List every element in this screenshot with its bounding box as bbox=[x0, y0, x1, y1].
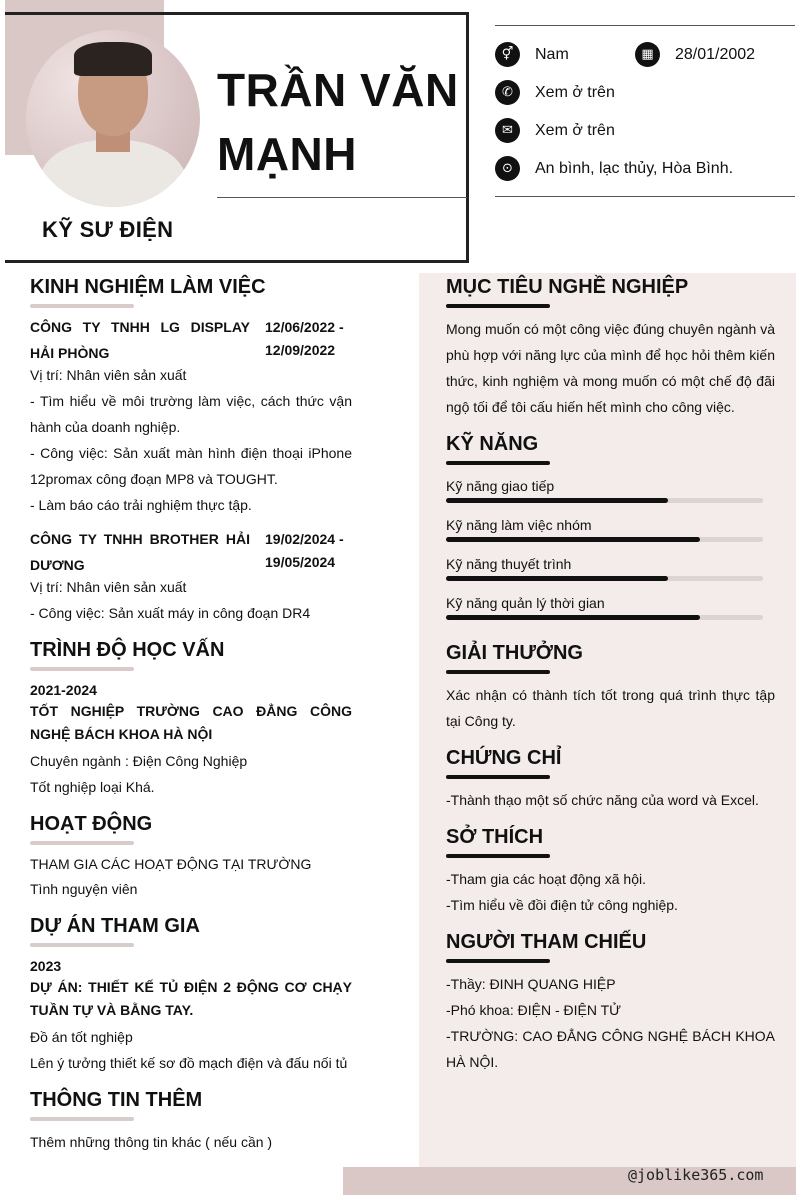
project-line: Đồ án tốt nghiệp bbox=[30, 1029, 133, 1045]
job-date-to: 12/09/2022 bbox=[265, 342, 336, 358]
education-grade: Tốt nghiệp loại Khá. bbox=[30, 779, 155, 795]
project-name: DỰ ÁN: THIẾT KẾ TỦ ĐIỆN 2 ĐỘNG CƠ CHẠY TUẦN TỰ VÀ BẰNG TAY. bbox=[30, 979, 352, 1018]
section-title-education: TRÌNH ĐỘ HỌC VẤN bbox=[30, 639, 225, 661]
contact-divider-bottom bbox=[495, 196, 795, 197]
photo-hair bbox=[74, 42, 152, 76]
section-title-more-info: THÔNG TIN THÊM bbox=[30, 1089, 203, 1111]
reference-line: -Phó khoa: ĐIỆN - ĐIỆN TỬ bbox=[446, 1002, 622, 1018]
section-underline bbox=[446, 854, 550, 858]
name-line-1: TRẦN VĂN bbox=[217, 64, 459, 116]
project-line: Lên ý tưởng thiết kế sơ đồ mạch điện và đấu nối tủ bbox=[30, 1055, 348, 1071]
section-underline bbox=[446, 461, 550, 465]
activity-line: Tình nguyện viên bbox=[30, 881, 138, 897]
hobby-line: -Tìm hiểu về đồi điện tử công nghiệp. bbox=[446, 897, 678, 913]
contact-dob: 28/01/2002 bbox=[675, 46, 756, 63]
contact-phone: Xem ở trên bbox=[535, 84, 615, 101]
skill-label: Kỹ năng giao tiếp bbox=[446, 478, 555, 494]
name-divider bbox=[217, 197, 467, 198]
section-underline bbox=[446, 959, 550, 963]
contact-gender: Nam bbox=[535, 46, 569, 63]
section-title-experience: KINH NGHIỆM LÀM VIỆC bbox=[30, 276, 266, 298]
skill-bar-fill bbox=[446, 537, 700, 542]
more-info-text: Thêm những thông tin khác ( nếu cần ) bbox=[30, 1134, 273, 1150]
job-title: KỸ SƯ ĐIỆN bbox=[42, 217, 174, 242]
contact-address: An bình, lạc thủy, Hòa Bình. bbox=[535, 160, 734, 177]
skill-label: Kỹ năng thuyết trình bbox=[446, 556, 572, 572]
name-line-2: MẠNH bbox=[217, 128, 357, 180]
hobby-line: -Tham gia các hoạt động xã hội. bbox=[446, 871, 647, 887]
section-underline bbox=[30, 304, 134, 308]
calendar-icon: ▦ bbox=[635, 42, 660, 67]
section-underline bbox=[30, 1117, 134, 1121]
skill-label: Kỹ năng làm việc nhóm bbox=[446, 517, 592, 533]
section-title-activities: HOẠT ĐỘNG bbox=[30, 813, 153, 835]
skill-bar-track bbox=[446, 537, 763, 542]
job-date-from: 12/06/2022 - bbox=[265, 319, 344, 335]
job-company: CÔNG TY TNHH LG DISPLAY HẢI PHÒNG bbox=[30, 319, 250, 361]
job-line: - Công việc: Sản xuất máy in công đoạn DR4 bbox=[30, 605, 311, 621]
reference-line: -TRƯỜNG: CAO ĐẲNG CÔNG NGHỆ BÁCH KHOA HÀ NỘI. bbox=[446, 1028, 775, 1070]
skill-label: Kỹ năng quản lý thời gian bbox=[446, 595, 605, 611]
job-line: Vị trí: Nhân viên sản xuất bbox=[30, 579, 187, 595]
section-title-references: NGƯỜI THAM CHIẾU bbox=[446, 931, 647, 953]
section-title-awards: GIẢI THƯỞNG bbox=[446, 642, 583, 664]
section-underline bbox=[446, 775, 550, 779]
education-years: 2021-2024 bbox=[30, 682, 97, 698]
section-title-certificates: CHỨNG CHỈ bbox=[446, 747, 562, 769]
job-line: - Làm báo cáo trải nghiệm thực tập. bbox=[30, 497, 252, 513]
watermark: @joblike365.com bbox=[628, 1166, 764, 1184]
candidate-name bbox=[217, 58, 459, 186]
job-line: Vị trí: Nhân viên sản xuất bbox=[30, 367, 187, 383]
skill-bar-track bbox=[446, 576, 763, 581]
profile-photo bbox=[26, 30, 200, 207]
education-school: TỐT NGHIỆP TRƯỜNG CAO ĐẲNG CÔNG NGHỆ BÁCH KHOA HÀ NỘI bbox=[30, 703, 352, 742]
section-underline bbox=[30, 943, 134, 947]
gender-icon: ⚥ bbox=[495, 42, 520, 67]
section-underline bbox=[446, 670, 550, 674]
location-pin-icon: ⊙ bbox=[495, 156, 520, 181]
job-date-to: 19/05/2024 bbox=[265, 554, 336, 570]
section-title-hobbies: SỞ THÍCH bbox=[446, 826, 544, 848]
section-title-skills: KỸ NĂNG bbox=[446, 433, 539, 455]
section-title-objective: MỤC TIÊU NGHỀ NGHIỆP bbox=[446, 276, 689, 298]
skill-bar-track bbox=[446, 615, 763, 620]
skill-bar-fill bbox=[446, 498, 668, 503]
reference-line: -Thầy: ĐINH QUANG HIỆP bbox=[446, 976, 616, 992]
job-date-from: 19/02/2024 - bbox=[265, 531, 344, 547]
contact-email: Xem ở trên bbox=[535, 122, 615, 139]
objective-text: Mong muốn có một công việc đúng chuyên ngành và phù hợp với năng lực của mình để học hỏi thêm kiến thức, kinh nghiệm và mong muốn có một chế độ đãi ngộ tối để tôi cấu hiến hết mình cho công việc. bbox=[446, 321, 775, 415]
skill-bar-track bbox=[446, 498, 763, 503]
contact-divider-top bbox=[495, 25, 795, 26]
section-underline bbox=[30, 667, 134, 671]
email-icon: ✉ bbox=[495, 118, 520, 143]
activity-line: THAM GIA CÁC HOẠT ĐỘNG TẠI TRƯỜNG bbox=[30, 856, 312, 872]
skill-bar-fill bbox=[446, 576, 668, 581]
skill-bar-fill bbox=[446, 615, 700, 620]
job-line: - Công việc: Sản xuất màn hình điện thoại iPhone 12promax công đoạn MP8 và TOUGHT. bbox=[30, 445, 352, 487]
section-title-projects: DỰ ÁN THAM GIA bbox=[30, 915, 200, 937]
job-line: - Tìm hiểu về môi trường làm việc, cách thức vận hành của doanh nghiệp. bbox=[30, 393, 352, 435]
section-underline bbox=[30, 841, 134, 845]
section-underline bbox=[446, 304, 550, 308]
job-company: CÔNG TY TNHH BROTHER HẢI DƯƠNG bbox=[30, 531, 250, 573]
phone-icon: ✆ bbox=[495, 80, 520, 105]
certificates-text: -Thành thạo một số chức năng của word và Excel. bbox=[446, 792, 759, 808]
awards-text: Xác nhận có thành tích tốt trong quá trình thực tập tại Công ty. bbox=[446, 687, 775, 729]
project-year: 2023 bbox=[30, 958, 62, 974]
education-major: Chuyên ngành : Điện Công Nghiệp bbox=[30, 753, 248, 769]
